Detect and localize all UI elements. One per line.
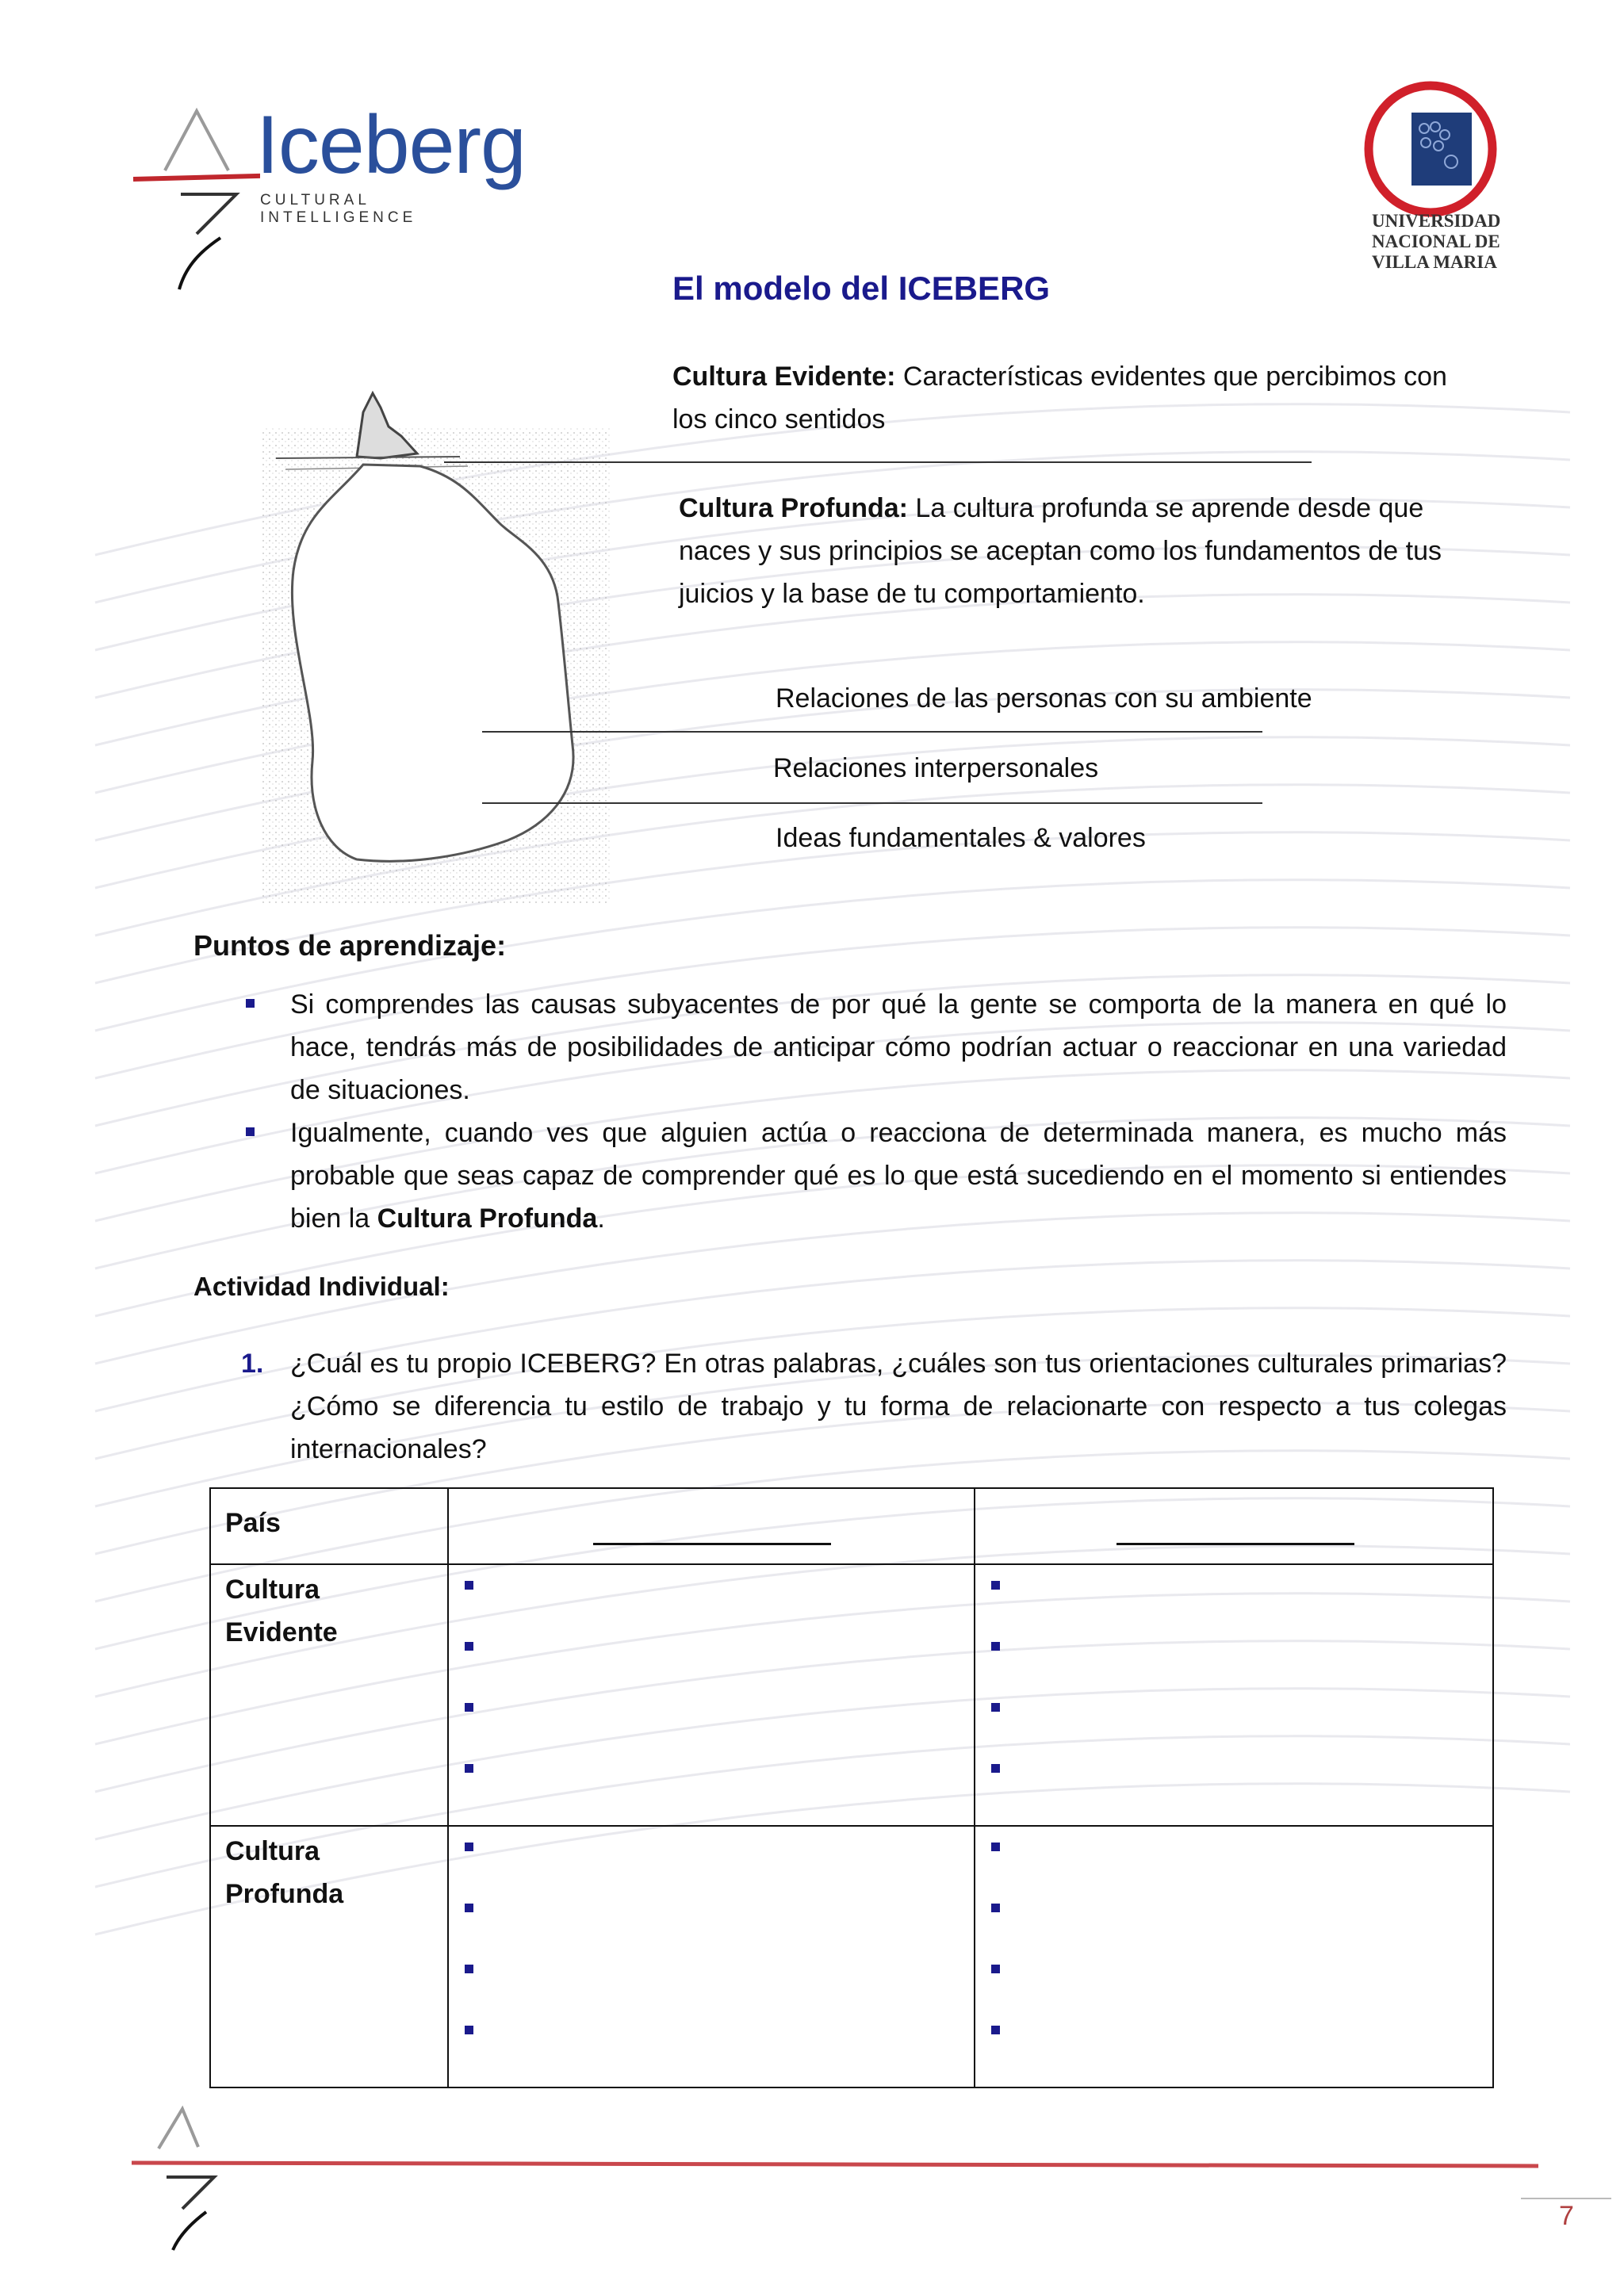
deep-culture-entries-2[interactable] [975, 1826, 1493, 2087]
page-number: 7 [1559, 2201, 1574, 2231]
country-blank-1[interactable] [448, 1488, 975, 1564]
bullet-square-icon [991, 1764, 1000, 1773]
country-blank-2[interactable] [975, 1488, 1493, 1564]
evident-culture-description: Cultura Evidente: Características evidentes que percibimos con los cinco sentidos [672, 362, 1447, 434]
bullet-square-icon [991, 2026, 1000, 2034]
page-title: El modelo del ICEBERG [672, 270, 1051, 307]
level-environment-relations: Relaciones de las personas con su ambiente [776, 683, 1312, 714]
waterline-divider [444, 461, 1312, 463]
logo-wordmark: Iceberg [256, 99, 526, 191]
bullet-square-icon [991, 1965, 1000, 1973]
level-fundamental-ideas-values: Ideas fundamentales & valores [776, 823, 1146, 853]
country-underline [1116, 1543, 1354, 1545]
bullet-square-icon [465, 1703, 473, 1712]
page-number-rule [1521, 2198, 1611, 2199]
bullet-square-icon [465, 1581, 473, 1590]
row-label-country: País [210, 1488, 448, 1564]
row-label-deep-culture: Cultura Profunda [210, 1826, 448, 2087]
bullet-square-icon [465, 1904, 473, 1912]
bullet-square-icon [991, 1703, 1000, 1712]
bullet-square-icon [465, 1764, 473, 1773]
learning-points-heading: Puntos de aprendizaje: [193, 929, 507, 962]
level-divider [482, 731, 1262, 733]
bullet-square-icon [991, 1843, 1000, 1851]
level-divider [482, 802, 1262, 804]
university-seal-icon [1351, 79, 1510, 222]
bullet-square-icon [991, 1642, 1000, 1651]
deep-culture-label: Cultura Profunda: [679, 493, 908, 523]
country-underline [593, 1543, 831, 1545]
list-item: Si comprendes las causas subyacentes de por qué la gente se comporta de la manera en qué lo hace, tendrás más de posibilidades de anticipar cómo podrían actuar o reaccionar en una variedad de situaciones. [290, 983, 1507, 1112]
iceberg-illustration [262, 381, 626, 904]
learning-points-list [290, 983, 1507, 1240]
row-label-evident-culture: Cultura Evidente [210, 1564, 448, 1826]
activity-question: 1. ¿Cuál es tu propio ICEBERG? En otras palabras, ¿cuáles son tus orientaciones culturales primarias? ¿Cómo se diferencia tu estilo de trabajo y tu forma de relacionarte con respecto a tus colegas internacionales? [290, 1342, 1507, 1471]
bullet-square-icon [246, 1127, 255, 1136]
iceberg-worksheet-table [209, 1487, 1494, 2088]
iceberg-logo-mark-icon [133, 95, 260, 301]
bullet-square-icon [465, 2026, 473, 2034]
list-item: Igualmente, cuando ves que alguien actúa o reacciona de determinada manera, es mucho más probable que seas capaz de comprender qué es lo que está sucediendo en el momento si entiendes bien la Cultura Profunda. [290, 1112, 1507, 1240]
logo-tagline: CULTURAL INTELLIGENCE [260, 192, 417, 226]
bullet-square-icon [465, 1843, 473, 1851]
table-row [210, 1488, 1493, 1564]
university-logo [1348, 79, 1515, 277]
university-name: UNIVERSIDAD NACIONAL DE VILLA MARIA [1372, 211, 1501, 272]
table-row [210, 1564, 1493, 1826]
question-number: 1. [241, 1349, 264, 1379]
bullet-square-icon [465, 1642, 473, 1651]
table-row [210, 1826, 1493, 2087]
bullet-square-icon [465, 1965, 473, 1973]
bullet-square-icon [991, 1904, 1000, 1912]
activity-heading: Actividad Individual: [193, 1272, 450, 1301]
evident-culture-label: Cultura Evidente: [672, 362, 896, 392]
deep-culture-entries-1[interactable] [448, 1826, 975, 2087]
iceberg-logo [133, 95, 530, 301]
bullet-square-icon [246, 999, 255, 1008]
evident-culture-entries-2[interactable] [975, 1564, 1493, 1826]
evident-culture-entries-1[interactable] [448, 1564, 975, 1826]
footer-logo-mark-icon [127, 2101, 1554, 2252]
level-interpersonal-relations: Relaciones interpersonales [773, 753, 1099, 783]
deep-culture-description: Cultura Profunda: La cultura profunda se aprende desde que naces y sus principios se aceptan como los fundamentos de tus juicios y la base de tu comportamiento. [679, 493, 1442, 609]
bullet-square-icon [991, 1581, 1000, 1590]
